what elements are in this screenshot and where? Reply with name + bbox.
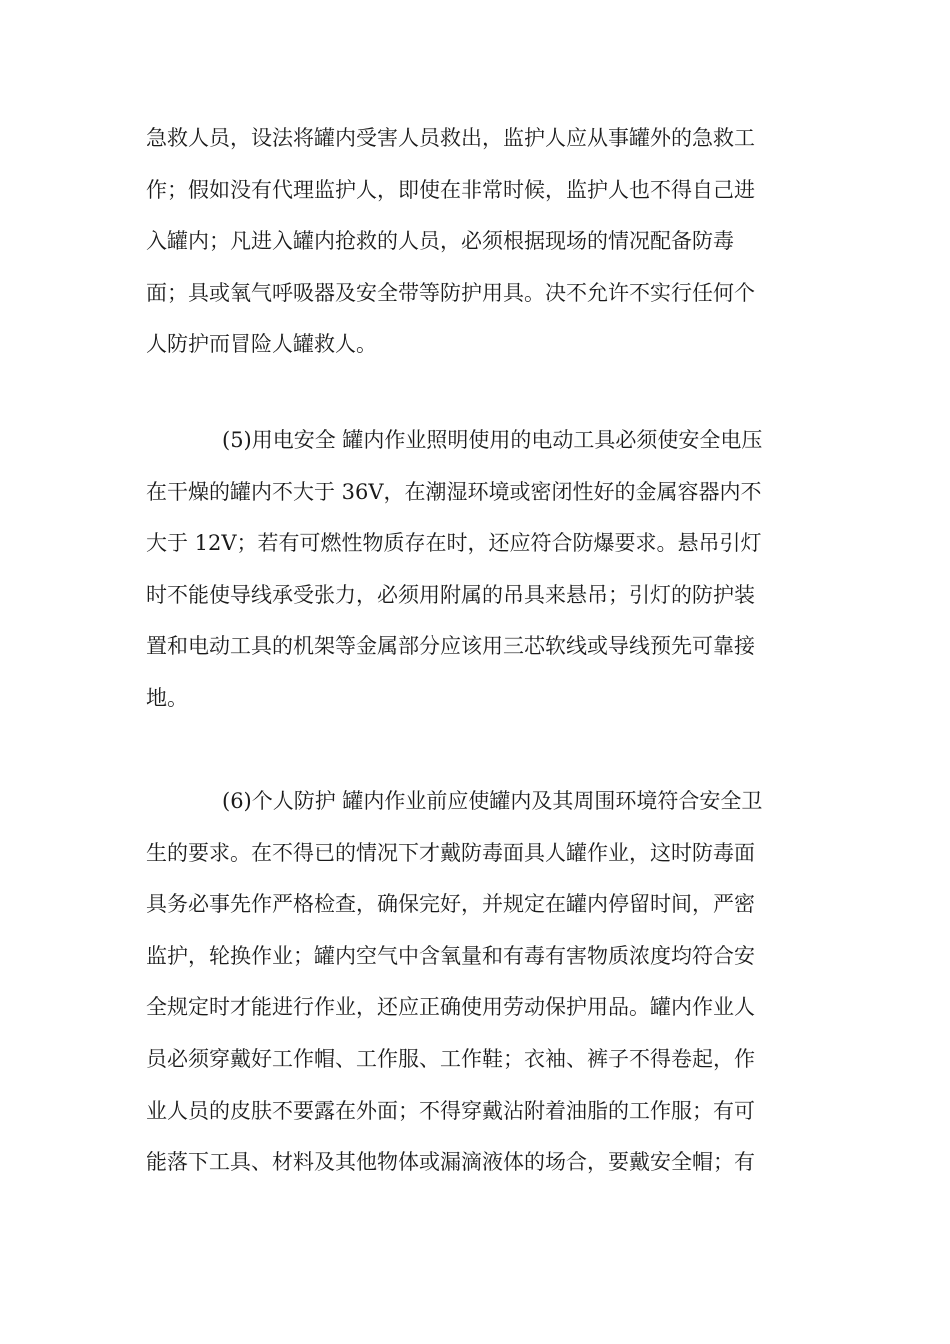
- paragraph-electrical-safety: [146, 415, 806, 725]
- paragraph-line: 入罐内；凡进入罐内抢救的人员，必须根据现场的情况配备防毒: [146, 229, 734, 254]
- paragraph-heading-line: (5)用电安全 罐内作业照明使用的电动工具必须使安全电压: [222, 428, 763, 452]
- paragraph-line: 监护，轮换作业；罐内空气中含氧量和有毒有害物质浓度均符合安: [146, 943, 755, 968]
- paragraph-line: 能落下工具、材料及其他物体或漏滴液体的场合，要戴安全帽；有: [146, 1150, 755, 1175]
- paragraph-line: 全规定时才能进行作业，还应正确使用劳动保护用品。罐内作业人: [146, 995, 755, 1020]
- paragraph-line: 地。: [146, 685, 188, 710]
- paragraph-line: 业人员的皮肤不要露在外面；不得穿戴沾附着油脂的工作服；有可: [146, 1098, 755, 1123]
- paragraph-line: 大于 12V；若有可燃性物质存在时，还应符合防爆要求。悬吊引灯: [146, 531, 762, 556]
- paragraph-line: 具务必事先作严格检查，确保完好，并规定在罐内停留时间，严密: [146, 892, 755, 917]
- paragraph-line: 急救人员，设法将罐内受害人员救出，监护人应从事罐外的急救工: [146, 126, 755, 150]
- paragraph-line: 时不能使导线承受张力，必须用附属的吊具来悬吊；引灯的防护装: [146, 582, 755, 607]
- paragraph-line: 人防护而冒险人罐救人。: [146, 332, 377, 357]
- paragraph-personal-protection: [146, 776, 806, 1189]
- paragraph-line: 员必须穿戴好工作帽、工作服、工作鞋；衣袖、裤子不得卷起，作: [146, 1046, 755, 1071]
- paragraph-line: 在干燥的罐内不大于 36V，在潮湿环境或密闭性好的金属容器内不: [146, 479, 762, 504]
- paragraph-heading-line: (6)个人防护 罐内作业前应使罐内及其周围环境符合安全卫: [222, 789, 763, 813]
- paragraph-line: 作；假如没有代理监护人，即使在非常时候，监护人也不得自己进: [146, 177, 755, 202]
- paragraph-line: 生的要求。在不得已的情况下才戴防毒面具人罐作业，这时防毒面: [146, 840, 755, 865]
- paragraph-rescue: [146, 113, 806, 371]
- paragraph-line: 置和电动工具的机架等金属部分应该用三芯软线或导线预先可靠接: [146, 634, 755, 659]
- paragraph-line: 面；具或氧气呼吸器及安全带等防护用具。决不允许不实行任何个: [146, 280, 755, 305]
